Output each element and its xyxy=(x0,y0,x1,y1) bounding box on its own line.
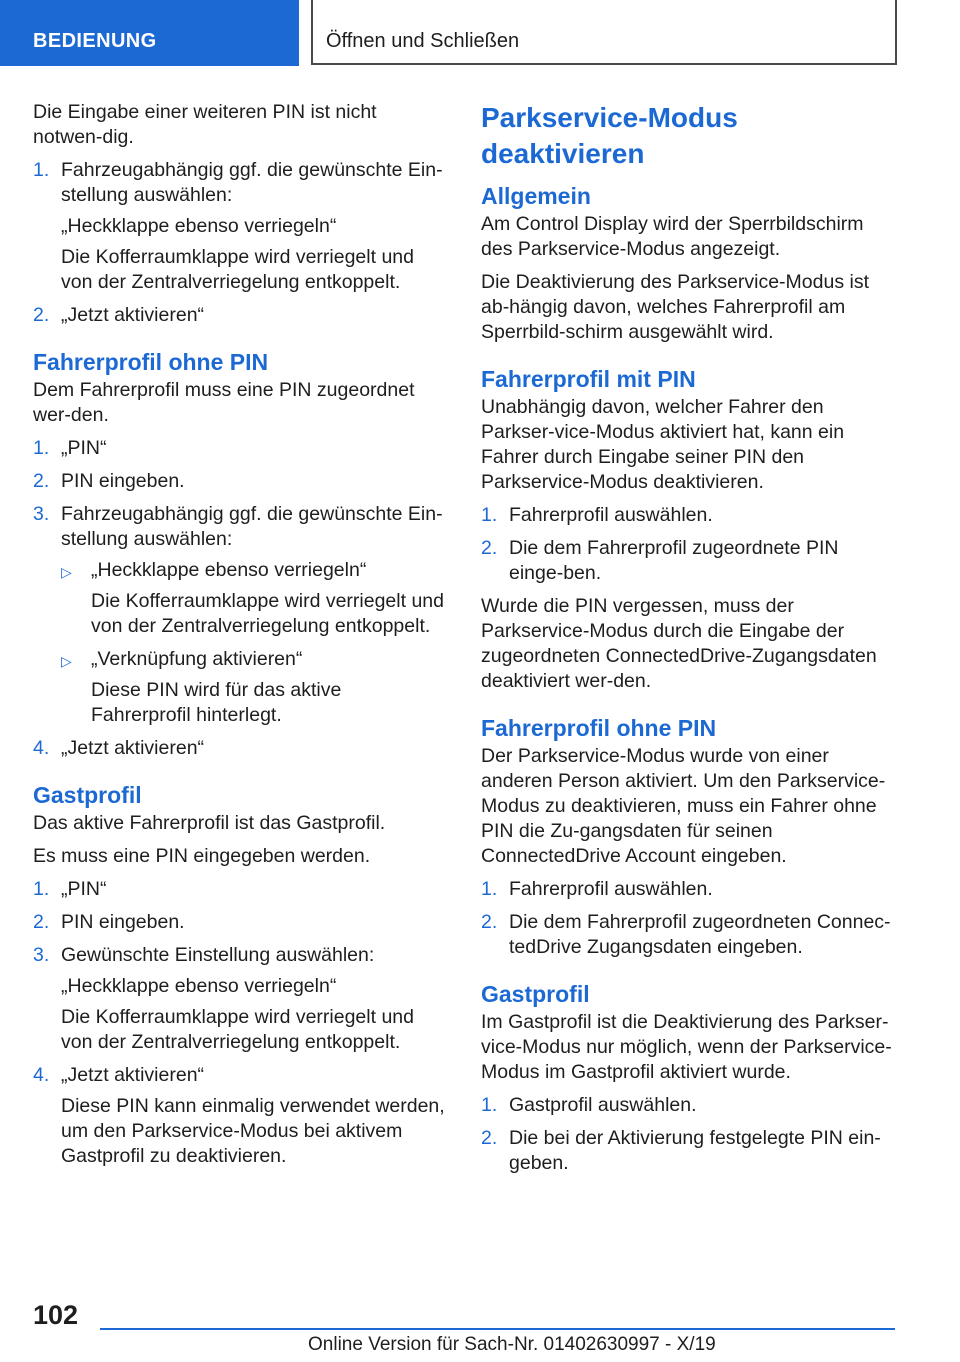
triangle-bullet-icon: ▷ xyxy=(61,653,72,669)
section-heading: Gastprofil xyxy=(33,782,142,808)
list-item xyxy=(33,303,445,328)
paragraph: Wurde die PIN vergessen, muss der Parkservice-Modus durch die Eingabe der zugeordneten ConnectedDrive-Zugangsdaten deaktiviert wer-den. xyxy=(481,595,877,692)
step-text: PIN eingeben. xyxy=(61,911,185,933)
step-option: „Heckklappe ebenso verriegeln“ xyxy=(61,975,337,997)
list-item xyxy=(481,910,896,960)
step-text: Gastprofil auswählen. xyxy=(509,1094,697,1116)
chapter-title: Öffnen und Schließen xyxy=(326,30,520,52)
list-item xyxy=(33,736,445,761)
paragraph: Der Parkservice-Modus wurde von einer anderen Person aktiviert. Um den Parkservice-Modus zu deaktivieren, muss ein Fahrer ohne PIN die Zu-gangsdaten für seinen ConnectedDrive Account eingeben. xyxy=(481,745,886,867)
step-number: 2. xyxy=(33,911,50,933)
list-item xyxy=(33,469,445,494)
step-number: 1. xyxy=(481,504,498,526)
paragraph: Dem Fahrerprofil muss eine PIN zugeordnet wer-den. xyxy=(33,379,415,426)
section-label: BEDIENUNG xyxy=(33,30,157,52)
step-text: Fahrerprofil auswählen. xyxy=(509,878,713,900)
step-text: „Jetzt aktivieren“ xyxy=(61,737,205,759)
step-number: 2. xyxy=(481,911,498,933)
step-text: Fahrzeugabhängig ggf. die gewünschte Ein-stellung auswählen: xyxy=(61,159,443,206)
step-number: 1. xyxy=(481,1094,498,1116)
step-text: Gewünschte Einstellung auswählen: xyxy=(61,944,375,966)
step-number: 1. xyxy=(33,159,50,181)
chapter-header xyxy=(311,0,897,65)
triangle-bullet-icon: ▷ xyxy=(61,564,72,580)
step-text: „Jetzt aktivieren“ xyxy=(61,304,205,326)
step-text: Fahrzeugabhängig ggf. die gewünschte Ein-stellung auswählen: xyxy=(61,503,443,550)
list-item xyxy=(481,877,896,902)
step-description: Diese PIN kann einmalig verwendet werden, um den Parkservice-Modus bei aktivem Gastprofil zu deaktivieren. xyxy=(61,1095,445,1167)
list-item xyxy=(33,877,445,902)
paragraph: Im Gastprofil ist die Deaktivierung des Parkser-vice-Modus nur möglich, wenn der Parkservice-Modus im Gastprofil aktiviert wurde. xyxy=(481,1011,892,1083)
list-item xyxy=(33,436,445,461)
step-number: 4. xyxy=(33,1064,50,1086)
option-title: „Heckklappe ebenso verriegeln“ xyxy=(91,559,367,581)
option-item xyxy=(61,647,445,728)
step-text: Die dem Fahrerprofil zugeordnete PIN einge-ben. xyxy=(509,537,839,584)
footer-online-version: Online Version für Sach-Nr. 01402630997 - X/19 xyxy=(308,1334,716,1355)
steps-list xyxy=(33,158,445,328)
footer-divider xyxy=(100,1328,895,1330)
section-heading: Fahrerprofil mit PIN xyxy=(481,366,696,392)
step-text: „Jetzt aktivieren“ xyxy=(61,1064,205,1086)
step-description: Die Kofferraumklappe wird verriegelt und von der Zentralverriegelung entkoppelt. xyxy=(61,246,414,293)
steps-list xyxy=(481,877,896,960)
step-text: PIN eingeben. xyxy=(61,470,185,492)
option-description: Diese PIN wird für das aktive Fahrerprofil hinterlegt. xyxy=(91,679,342,726)
steps-list xyxy=(33,436,445,761)
step-text: Fahrerprofil auswählen. xyxy=(509,504,713,526)
paragraph: Das aktive Fahrerprofil ist das Gastprofil. xyxy=(33,812,386,834)
list-item xyxy=(33,158,445,295)
step-number: 2. xyxy=(33,470,50,492)
step-text: „PIN“ xyxy=(61,437,107,459)
section-tab xyxy=(0,0,299,66)
step-number: 4. xyxy=(33,737,50,759)
step-option: „Heckklappe ebenso verriegeln“ xyxy=(61,215,337,237)
list-item xyxy=(33,1063,445,1169)
step-description: Die Kofferraumklappe wird verriegelt und von der Zentralverriegelung entkoppelt. xyxy=(61,1006,414,1053)
section-heading: Fahrerprofil ohne PIN xyxy=(33,349,269,375)
steps-list xyxy=(481,503,896,586)
paragraph: Unabhängig davon, welcher Fahrer den Parkser-vice-Modus aktiviert hat, kann ein Fahrer durch Eingabe seiner PIN den Parkservice-Modus deaktivieren. xyxy=(481,396,845,493)
list-item xyxy=(33,910,445,935)
step-text: Die bei der Aktivierung festgelegte PIN ein-geben. xyxy=(509,1127,881,1174)
right-column xyxy=(481,100,896,1184)
step-text: Die dem Fahrerprofil zugeordneten Connec-tedDrive Zugangsdaten eingeben. xyxy=(509,911,891,958)
step-number: 3. xyxy=(33,503,50,525)
section-heading: Allgemein xyxy=(481,183,591,209)
step-number: 1. xyxy=(33,437,50,459)
step-number: 2. xyxy=(481,537,498,559)
list-item xyxy=(481,1126,896,1176)
option-title: „Verknüpfung aktivieren“ xyxy=(91,648,303,670)
list-item xyxy=(481,1093,896,1118)
step-number: 2. xyxy=(33,304,50,326)
list-item xyxy=(33,943,445,1055)
left-column xyxy=(33,100,445,1177)
list-item xyxy=(33,502,445,728)
paragraph: Die Deaktivierung des Parkservice-Modus ist ab-hängig davon, welches Fahrerprofil am Sperrbild-schirm ausgewählt wird. xyxy=(481,271,869,343)
list-item xyxy=(481,536,896,586)
page-number: 102 xyxy=(33,1300,79,1330)
step-number: 1. xyxy=(33,878,50,900)
list-item xyxy=(481,503,896,528)
section-heading: Fahrerprofil ohne PIN xyxy=(481,715,717,741)
step-number: 3. xyxy=(33,944,50,966)
paragraph: Es muss eine PIN eingegeben werden. xyxy=(33,845,371,867)
steps-list xyxy=(481,1093,896,1176)
page-title: Parkservice-Modus deaktivieren xyxy=(481,102,738,169)
steps-list xyxy=(33,877,445,1169)
step-text: „PIN“ xyxy=(61,878,107,900)
option-list xyxy=(61,558,445,728)
step-number: 2. xyxy=(481,1127,498,1149)
option-description: Die Kofferraumklappe wird verriegelt und von der Zentralverriegelung entkoppelt. xyxy=(91,590,444,637)
paragraph: Am Control Display wird der Sperrbildschirm des Parkservice-Modus angezeigt. xyxy=(481,213,864,260)
section-heading: Gastprofil xyxy=(481,981,590,1007)
intro-text: Die Eingabe einer weiteren PIN ist nicht notwen-dig. xyxy=(33,101,377,148)
step-number: 1. xyxy=(481,878,498,900)
option-item xyxy=(61,558,445,639)
